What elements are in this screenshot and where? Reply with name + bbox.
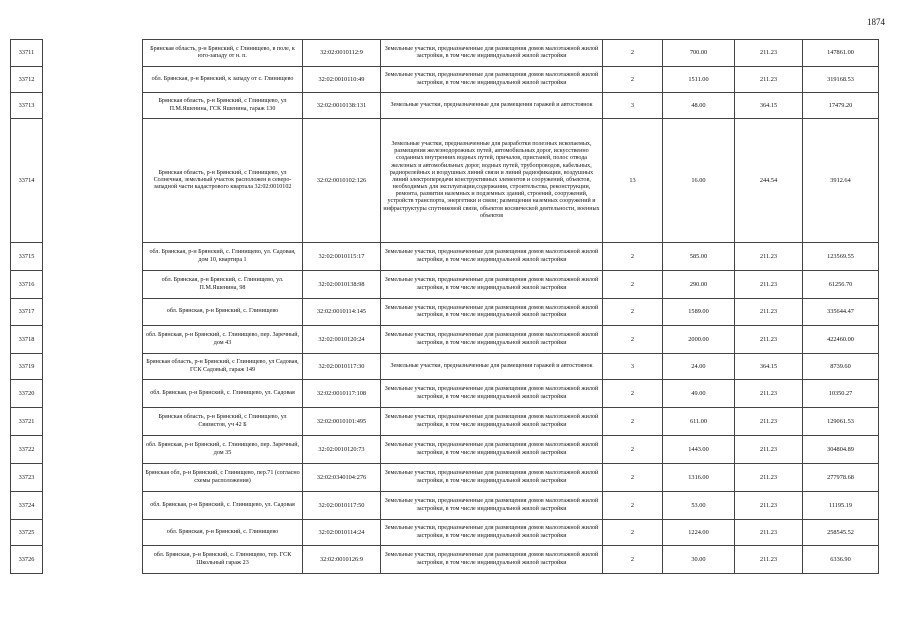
area-cell: 611.00 <box>663 408 735 436</box>
area-cell: 1443.00 <box>663 436 735 464</box>
cadastral-number-cell: 32:02:0010117:50 <box>303 492 381 520</box>
area-cell: 1511.00 <box>663 67 735 93</box>
cadastral-number-cell: 32:02:0010138:131 <box>303 93 381 119</box>
row-id-cell: 33713 <box>11 93 43 119</box>
group-code-cell: 3 <box>603 354 663 380</box>
cadastral-number-cell: 32:02:0010117:108 <box>303 380 381 408</box>
spacer-cell <box>43 520 143 546</box>
row-id-cell: 33723 <box>11 464 43 492</box>
row-id-cell: 33712 <box>11 67 43 93</box>
area-cell: 290.00 <box>663 271 735 299</box>
cadastral-number-cell: 32:02:0340104:276 <box>303 464 381 492</box>
spacer-cell <box>43 436 143 464</box>
cadastral-value-cell: 3912.64 <box>803 119 879 243</box>
table-row <box>11 67 879 93</box>
cadastral-value-cell: 319168.53 <box>803 67 879 93</box>
cadastral-value-cell: 61256.70 <box>803 271 879 299</box>
row-id-cell: 33719 <box>11 354 43 380</box>
land-registry-table <box>10 39 879 574</box>
specific-value-cell: 211.23 <box>735 464 803 492</box>
address-cell: обл. Брянская, р-н Брянский, с. Глинищево, ул. Садовая <box>143 492 303 520</box>
area-cell: 2000.00 <box>663 326 735 354</box>
area-cell: 53.00 <box>663 492 735 520</box>
area-cell: 585.00 <box>663 243 735 271</box>
cadastral-number-cell: 32:02:0010138:98 <box>303 271 381 299</box>
group-code-cell: 2 <box>603 492 663 520</box>
cadastral-value-cell: 304804.89 <box>803 436 879 464</box>
address-cell: обл. Брянская, р-н Брянский, с. Глинищево, ул. Садовая, дом 10, квартира 1 <box>143 243 303 271</box>
address-cell: Брянская обл, р-н Брянский, с Глинищево, пер.71 (согласно схемы расположения) <box>143 464 303 492</box>
group-code-cell: 2 <box>603 40 663 67</box>
spacer-cell <box>43 243 143 271</box>
table-row <box>11 299 879 326</box>
specific-value-cell: 211.23 <box>735 520 803 546</box>
group-code-cell: 2 <box>603 299 663 326</box>
address-cell: обл. Брянская, р-н Брянский, с. Глинищево <box>143 520 303 546</box>
table-row <box>11 119 879 243</box>
land-purpose-cell: Земельные участки, предназначенные для размещения домов малоэтажной жилой застройки, в том числе индивидуальной жилой застройки <box>381 299 603 326</box>
cadastral-value-cell: 335644.47 <box>803 299 879 326</box>
area-cell: 1224.00 <box>663 520 735 546</box>
row-id-cell: 33711 <box>11 40 43 67</box>
cadastral-number-cell: 32:02:0010114:24 <box>303 520 381 546</box>
address-cell: обл. Брянская, р-н Брянский, с. Глинищево, ул. П.М.Яшенина, 98 <box>143 271 303 299</box>
cadastral-number-cell: 32:02:0010102:126 <box>303 119 381 243</box>
row-id-cell: 33724 <box>11 492 43 520</box>
spacer-cell <box>43 408 143 436</box>
group-code-cell: 2 <box>603 380 663 408</box>
address-cell: Брянская область, р-н Брянский, с Глинищево, ул Связистов, уч 42 Б <box>143 408 303 436</box>
land-purpose-cell: Земельные участки, предназначенные для размещения домов малоэтажной жилой застройки, в том числе индивидуальной жилой застройки <box>381 436 603 464</box>
table-row <box>11 520 879 546</box>
address-cell: Брянская область, р-н Брянский, с Глинищево, ул П.М.Яшенина, ГСК Яшенина, гараж 130 <box>143 93 303 119</box>
land-purpose-cell: Земельные участки, предназначенные для размещения домов малоэтажной жилой застройки, в том числе индивидуальной жилой застройки <box>381 67 603 93</box>
group-code-cell: 2 <box>603 436 663 464</box>
group-code-cell: 2 <box>603 67 663 93</box>
land-purpose-cell: Земельные участки, предназначенные для размещения домов малоэтажной жилой застройки, в том числе индивидуальной жилой застройки <box>381 271 603 299</box>
spacer-cell <box>43 299 143 326</box>
area-cell: 16.00 <box>663 119 735 243</box>
group-code-cell: 2 <box>603 408 663 436</box>
spacer-cell <box>43 119 143 243</box>
table-row <box>11 93 879 119</box>
specific-value-cell: 211.23 <box>735 326 803 354</box>
cadastral-number-cell: 32:02:0010120:73 <box>303 436 381 464</box>
group-code-cell: 2 <box>603 243 663 271</box>
land-purpose-cell: Земельные участки, предназначенные для разработки полезных ископаемых, размещения железнодорожных путей, автомобильных дорог, искусственно созданных внутренних водных путей, причалов, пристаней, полос отвода железных и автомобильных дорог, водных путей, трубопроводов, кабельных, радиорелейных и воздушных линий связи и линий радиофикации, воздушных линий электропередачи конструктивных элементов и сооружений, объектов, необходимых для эксплуатации,содержания, строительства, реконструкции, ремонта, развития наземных и подземных зданий, строений, сооружений, устройств транспорта, энергетики и связи; размещения наземных сооружений и инфраструктуры спутниковой связи, объектов космической деятельности, военных объектов <box>381 119 603 243</box>
row-id-cell: 33721 <box>11 408 43 436</box>
area-cell: 49.00 <box>663 380 735 408</box>
cadastral-number-cell: 32:02:0010101:495 <box>303 408 381 436</box>
spacer-cell <box>43 492 143 520</box>
cadastral-value-cell: 422460.00 <box>803 326 879 354</box>
row-id-cell: 33726 <box>11 546 43 574</box>
specific-value-cell: 211.23 <box>735 299 803 326</box>
cadastral-number-cell: 32:02:0010120:24 <box>303 326 381 354</box>
cadastral-number-cell: 32:02:0010114:145 <box>303 299 381 326</box>
page-number: 1874 <box>867 17 885 27</box>
area-cell: 700.00 <box>663 40 735 67</box>
spacer-cell <box>43 40 143 67</box>
address-cell: обл. Брянская, р-н Брянский, к западу от с. Глинищево <box>143 67 303 93</box>
address-cell: обл. Брянская, р-н Брянский, с. Глинищево, ул. Садовая <box>143 380 303 408</box>
table-row <box>11 326 879 354</box>
row-id-cell: 33716 <box>11 271 43 299</box>
table-row <box>11 354 879 380</box>
row-id-cell: 33714 <box>11 119 43 243</box>
cadastral-value-cell: 11195.19 <box>803 492 879 520</box>
specific-value-cell: 211.23 <box>735 380 803 408</box>
specific-value-cell: 211.23 <box>735 546 803 574</box>
group-code-cell: 2 <box>603 464 663 492</box>
land-purpose-cell: Земельные участки, предназначенные для размещения домов малоэтажной жилой застройки, в том числе индивидуальной жилой застройки <box>381 520 603 546</box>
spacer-cell <box>43 464 143 492</box>
address-cell: Брянская область, р-н Брянский, с Глинищево, в поле, к юго-западу от н. п. <box>143 40 303 67</box>
spacer-cell <box>43 93 143 119</box>
cadastral-value-cell: 123569.55 <box>803 243 879 271</box>
specific-value-cell: 364.15 <box>735 354 803 380</box>
table-row <box>11 271 879 299</box>
spacer-cell <box>43 354 143 380</box>
group-code-cell: 2 <box>603 546 663 574</box>
area-cell: 48.00 <box>663 93 735 119</box>
spacer-cell <box>43 67 143 93</box>
address-cell: Брянская область, р-н Брянский, с Глинищево, ул Садовая, ГСК Садовый, гараж 149 <box>143 354 303 380</box>
spacer-cell <box>43 546 143 574</box>
cadastral-value-cell: 6336.90 <box>803 546 879 574</box>
area-cell: 1316.00 <box>663 464 735 492</box>
specific-value-cell: 211.23 <box>735 271 803 299</box>
land-purpose-cell: Земельные участки, предназначенные для размещения гаражей и автостоянок <box>381 354 603 380</box>
table-row <box>11 408 879 436</box>
area-cell: 30.00 <box>663 546 735 574</box>
table-row <box>11 464 879 492</box>
address-cell: обл. Брянская, р-н Брянский, с. Глинищево <box>143 299 303 326</box>
cadastral-value-cell: 147861.00 <box>803 40 879 67</box>
row-id-cell: 33717 <box>11 299 43 326</box>
row-id-cell: 33718 <box>11 326 43 354</box>
land-purpose-cell: Земельные участки, предназначенные для размещения домов малоэтажной жилой застройки, в том числе индивидуальной жилой застройки <box>381 326 603 354</box>
table-row <box>11 380 879 408</box>
table-row <box>11 492 879 520</box>
group-code-cell: 3 <box>603 93 663 119</box>
spacer-cell <box>43 380 143 408</box>
specific-value-cell: 211.23 <box>735 67 803 93</box>
specific-value-cell: 211.23 <box>735 243 803 271</box>
cadastral-value-cell: 10350.27 <box>803 380 879 408</box>
group-code-cell: 2 <box>603 271 663 299</box>
spacer-cell <box>43 271 143 299</box>
table-row <box>11 546 879 574</box>
address-cell: обл. Брянская, р-н Брянский, с. Глинищево, пер. Заречный, дом 43 <box>143 326 303 354</box>
table-row <box>11 436 879 464</box>
area-cell: 1589.00 <box>663 299 735 326</box>
specific-value-cell: 211.23 <box>735 436 803 464</box>
row-id-cell: 33725 <box>11 520 43 546</box>
land-purpose-cell: Земельные участки, предназначенные для размещения домов малоэтажной жилой застройки, в том числе индивидуальной жилой застройки <box>381 40 603 67</box>
cadastral-value-cell: 8739.60 <box>803 354 879 380</box>
land-purpose-cell: Земельные участки, предназначенные для размещения домов малоэтажной жилой застройки, в том числе индивидуальной жилой застройки <box>381 243 603 271</box>
group-code-cell: 13 <box>603 119 663 243</box>
group-code-cell: 2 <box>603 520 663 546</box>
specific-value-cell: 364.15 <box>735 93 803 119</box>
area-cell: 24.00 <box>663 354 735 380</box>
land-purpose-cell: Земельные участки, предназначенные для размещения гаражей и автостоянок <box>381 93 603 119</box>
row-id-cell: 33722 <box>11 436 43 464</box>
address-cell: обл. Брянская, р-н Брянский, с. Глинищево, тер. ГСК Школьный гараж 23 <box>143 546 303 574</box>
address-cell: Брянская область, р-н Брянский, с Глинищево, ул Солнечная, земельный участок расположен в северо-западной части кадастрового квартала 32:02:0010102 <box>143 119 303 243</box>
cadastral-number-cell: 32:02:0010117:30 <box>303 354 381 380</box>
land-purpose-cell: Земельные участки, предназначенные для размещения домов малоэтажной жилой застройки, в том числе индивидуальной жилой застройки <box>381 408 603 436</box>
land-purpose-cell: Земельные участки, предназначенные для размещения домов малоэтажной жилой застройки, в том числе индивидуальной жилой застройки <box>381 492 603 520</box>
row-id-cell: 33715 <box>11 243 43 271</box>
land-purpose-cell: Земельные участки, предназначенные для размещения домов малоэтажной жилой застройки, в том числе индивидуальной жилой застройки <box>381 380 603 408</box>
table-row <box>11 40 879 67</box>
specific-value-cell: 211.23 <box>735 492 803 520</box>
cadastral-number-cell: 32:02:0010110:49 <box>303 67 381 93</box>
cadastral-value-cell: 277978.68 <box>803 464 879 492</box>
land-purpose-cell: Земельные участки, предназначенные для размещения домов малоэтажной жилой застройки, в том числе индивидуальной жилой застройки <box>381 546 603 574</box>
cadastral-number-cell: 32:02:0010112:9 <box>303 40 381 67</box>
land-purpose-cell: Земельные участки, предназначенные для размещения домов малоэтажной жилой застройки, в том числе индивидуальной жилой застройки <box>381 464 603 492</box>
cadastral-value-cell: 129061.53 <box>803 408 879 436</box>
specific-value-cell: 211.23 <box>735 40 803 67</box>
specific-value-cell: 211.23 <box>735 408 803 436</box>
group-code-cell: 2 <box>603 326 663 354</box>
table-row <box>11 243 879 271</box>
spacer-cell <box>43 326 143 354</box>
cadastral-value-cell: 258545.52 <box>803 520 879 546</box>
specific-value-cell: 244.54 <box>735 119 803 243</box>
row-id-cell: 33720 <box>11 380 43 408</box>
cadastral-number-cell: 32:02:0010126:9 <box>303 546 381 574</box>
cadastral-number-cell: 32:02:0010115:17 <box>303 243 381 271</box>
address-cell: обл. Брянская, р-н Брянский, с. Глинищево, пер. Заречный, дом 35 <box>143 436 303 464</box>
cadastral-value-cell: 17479.20 <box>803 93 879 119</box>
